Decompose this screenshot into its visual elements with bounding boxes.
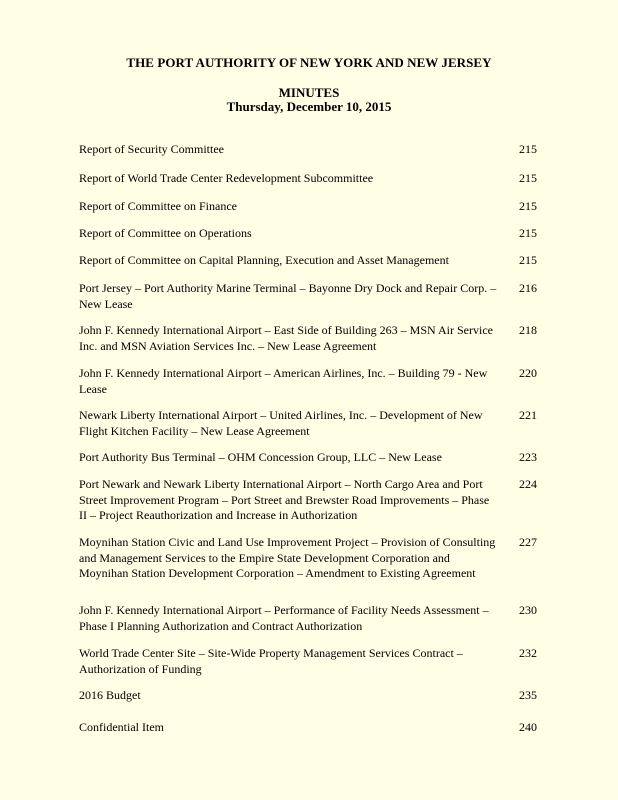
toc-item-page: 215 (519, 253, 537, 267)
toc-item-text: John F. Kennedy International Airport – Performance of Facility Needs Assessment – Phase I Planning Authorization and Contract Authorization (79, 603, 489, 633)
toc-item-text: 2016 Budget (79, 688, 141, 702)
toc-item-page: 215 (519, 226, 537, 240)
toc-item-text: Report of Security Committee (79, 142, 224, 156)
toc-item-page: 218 (519, 323, 537, 337)
toc-item-text: John F. Kennedy International Airport – East Side of Building 263 – MSN Air Service Inc. and MSN Aviation Services Inc. – New Lease Agreement (79, 323, 493, 353)
toc-item-text: John F. Kennedy International Airport – American Airlines, Inc. – Building 79 - New Lease (79, 366, 488, 396)
toc-item-page: 227 (519, 535, 537, 549)
toc-item-page: 230 (519, 603, 537, 617)
toc-item-page: 235 (519, 688, 537, 702)
toc-item-text: Report of Committee on Operations (79, 226, 252, 240)
toc-item-text: Port Authority Bus Terminal – OHM Concession Group, LLC – New Lease (79, 450, 442, 464)
toc-item-text: Port Newark and Newark Liberty International Airport – North Cargo Area and Port Street Improvement Program – Port Street and Brewster Road Improvements – Phase II – Project Reauthorization and Increase in Authorization (79, 477, 490, 522)
toc-item-text: Report of Committee on Capital Planning, Execution and Asset Management (79, 253, 449, 267)
toc-item-page: 221 (519, 408, 537, 422)
toc-item-page: 215 (519, 171, 537, 185)
organization-title: THE PORT AUTHORITY OF NEW YORK AND NEW JERSEY (126, 55, 492, 70)
toc-item-text: Moynihan Station Civic and Land Use Improvement Project – Provision of Consulting and Management Services to the Empire State Development Corporation and Moynihan Station Development Corporation – Amendment to Existing Agreement (79, 535, 496, 580)
toc-item-page: 232 (519, 646, 537, 660)
toc-item-page: 224 (519, 477, 537, 491)
toc-item-page: 240 (519, 720, 537, 734)
toc-item-text: Confidential Item (79, 720, 164, 734)
toc-item-text: Port Jersey – Port Authority Marine Terminal – Bayonne Dry Dock and Repair Corp. – New Lease (79, 281, 497, 311)
toc-item-page: 215 (519, 142, 537, 156)
toc-item-text: Newark Liberty International Airport – United Airlines, Inc. – Development of New Flight Kitchen Facility – New Lease Agreement (79, 408, 483, 438)
toc-item-text: Report of World Trade Center Redevelopment Subcommittee (79, 171, 374, 185)
toc-item-text: World Trade Center Site – Site-Wide Property Management Services Contract – Authorization of Funding (79, 646, 463, 676)
toc-item-page: 223 (519, 450, 537, 464)
meeting-date: Thursday, December 10, 2015 (226, 99, 392, 114)
toc-item-page: 215 (519, 199, 537, 213)
minutes-title: MINUTES (278, 85, 340, 100)
toc-item-page: 220 (519, 366, 537, 380)
toc-item-text: Report of Committee on Finance (79, 199, 237, 213)
toc-item-page: 216 (519, 281, 537, 295)
